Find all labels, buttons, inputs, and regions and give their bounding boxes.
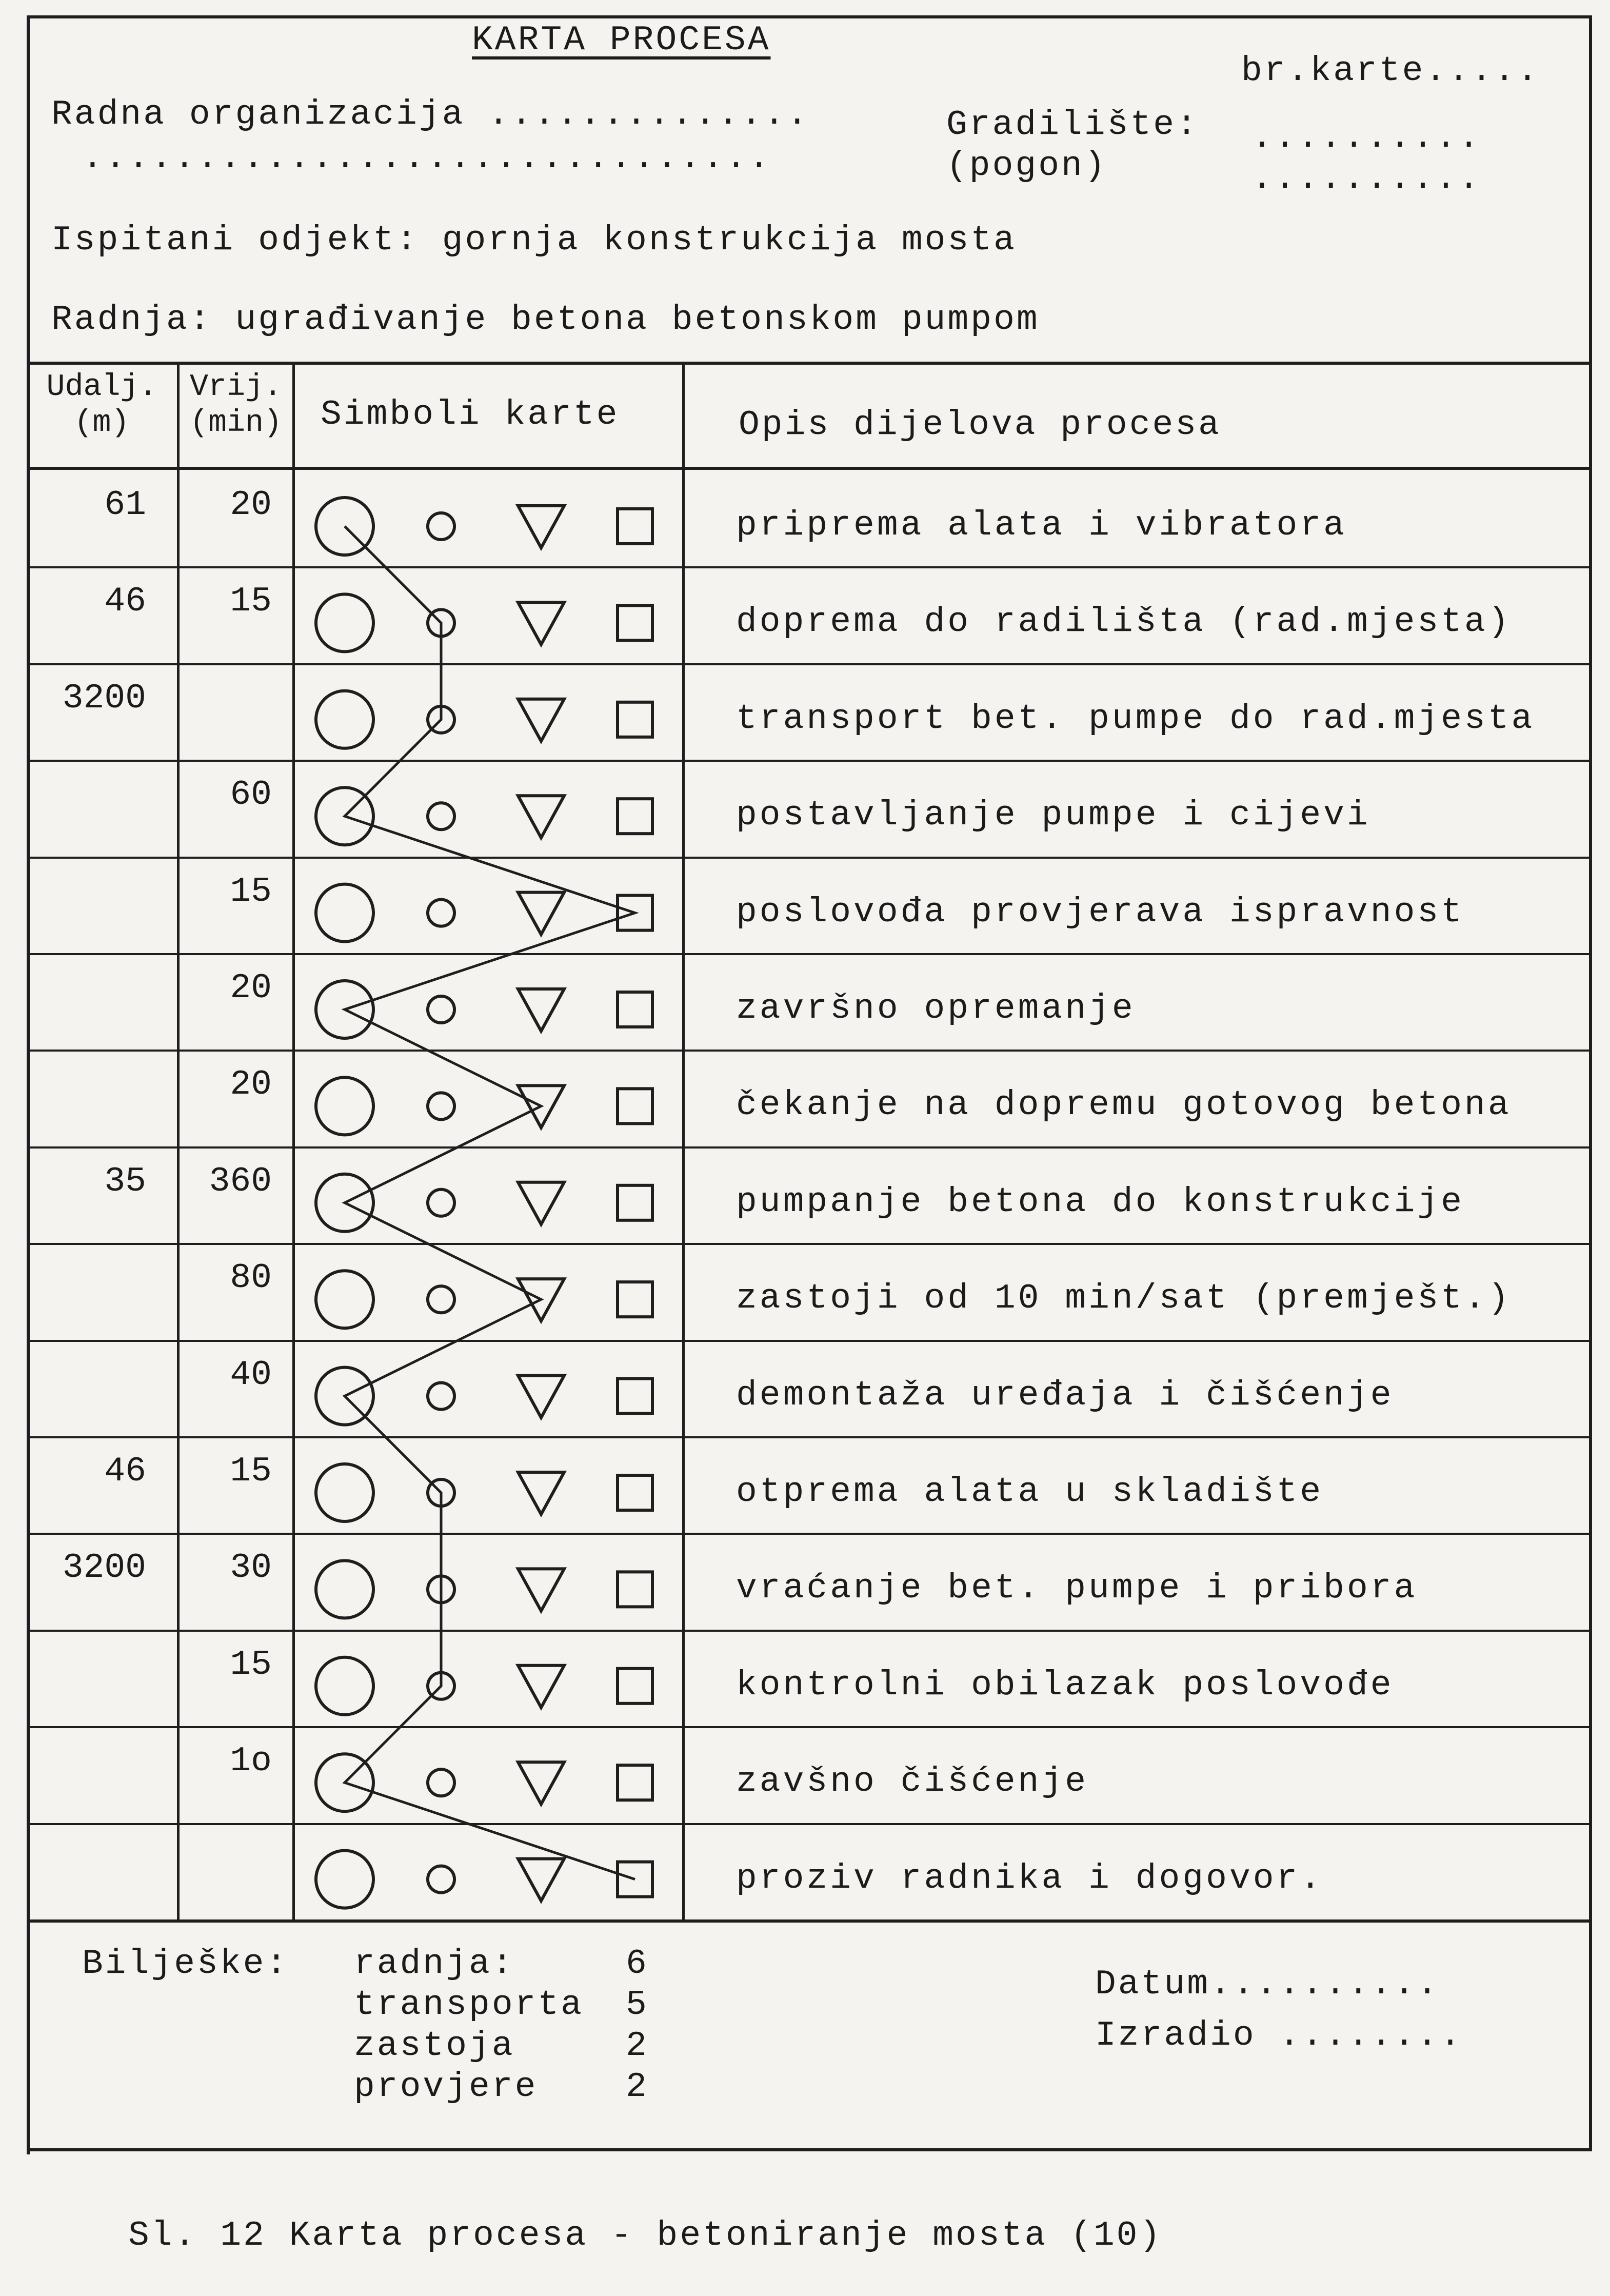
delay-triangle-icon (518, 796, 564, 838)
row-distance: 35 (104, 1161, 146, 1201)
row-distance: 3200 (62, 678, 146, 718)
row-description: otprema alata u skladište (736, 1472, 1324, 1512)
transport-circle-icon (428, 1093, 454, 1119)
inspection-square-icon (618, 799, 652, 834)
row-time: 80 (230, 1258, 272, 1298)
row-description: poslovođa provjerava ispravnost (736, 892, 1465, 932)
operation-circle-icon (316, 691, 373, 748)
operation-circle-icon (316, 1464, 373, 1521)
transport-circle-icon (428, 1286, 454, 1313)
note-value: 6 (626, 1944, 649, 1984)
row-time: 15 (230, 1645, 272, 1685)
row-time: 20 (230, 968, 272, 1008)
delay-triangle-icon (518, 1762, 564, 1804)
delay-triangle-icon (518, 1182, 564, 1224)
figure-caption: Sl. 12 Karta procesa - betoniranje mosta (10) (128, 2216, 1163, 2255)
transport-circle-icon (428, 513, 454, 540)
site-label: Gradilište: (946, 105, 1199, 145)
organization-field: Radna organizacija .............. (51, 95, 810, 134)
col-header-time-line2: (min) (189, 406, 283, 441)
site-dots-2: .......... (1251, 159, 1482, 199)
delay-triangle-icon (518, 602, 564, 644)
delay-triangle-icon (518, 506, 564, 548)
inspection-square-icon (618, 702, 652, 737)
row-time: 360 (209, 1161, 272, 1201)
row-description: zastoji od 10 min/sat (premješt.) (736, 1279, 1512, 1319)
delay-triangle-icon (518, 1569, 564, 1611)
row-time: 15 (230, 582, 272, 622)
inspection-square-icon (618, 1572, 652, 1607)
note-value: 2 (626, 2026, 649, 2066)
note-value: 5 (626, 1985, 649, 2025)
work-description: Radnja: ugrađivanje betona betonskom pumpom (51, 300, 1040, 340)
row-time: 1o (230, 1741, 272, 1782)
delay-triangle-icon (518, 699, 564, 741)
inspection-square-icon (618, 1379, 652, 1414)
site-sublabel: (pogon) (946, 146, 1107, 186)
row-description: doprema do radilišta (rad.mjesta) (736, 602, 1512, 642)
site-dots-1: .......... (1251, 118, 1482, 157)
row-time: 20 (230, 1065, 272, 1105)
col-header-distance-line1: Udalj. (46, 370, 157, 405)
transport-circle-icon (428, 1190, 454, 1216)
row-time: 60 (230, 775, 272, 815)
delay-triangle-icon (518, 1859, 564, 1901)
transport-circle-icon (428, 1866, 454, 1893)
row-time: 15 (230, 872, 272, 912)
transport-circle-icon (428, 1769, 454, 1796)
row-description: proziv radnika i dogovor. (736, 1858, 1324, 1898)
row-time: 20 (230, 485, 272, 525)
row-time: 15 (230, 1452, 272, 1491)
made-by-field: Izradio ........ (1095, 2016, 1463, 2055)
inspection-square-icon (618, 1475, 652, 1510)
delay-triangle-icon (518, 1376, 564, 1418)
inspection-square-icon (618, 1282, 652, 1317)
examined-object: Ispitani odjekt: gornja konstrukcija mosta (51, 221, 1017, 260)
row-description: vraćanje bet. pumpe i pribora (736, 1569, 1418, 1609)
row-time: 40 (230, 1355, 272, 1395)
inspection-square-icon (618, 1088, 652, 1123)
row-description: priprema alata i vibratora (736, 506, 1347, 545)
inspection-square-icon (618, 1185, 652, 1220)
form-title: KARTA PROCESA (472, 21, 771, 60)
row-description: pumpanje betona do konstrukcije (736, 1182, 1465, 1222)
note-label: transporta (354, 1985, 584, 2025)
row-description: čekanje na dopremu gotovog betona (736, 1085, 1512, 1125)
row-description: demontaža uređaja i čišćenje (736, 1375, 1394, 1415)
delay-triangle-icon (518, 989, 564, 1031)
row-distance: 46 (104, 582, 146, 622)
operation-circle-icon (316, 594, 373, 651)
operation-circle-icon (316, 1657, 373, 1715)
date-field: Datum.......... (1095, 1965, 1440, 2004)
transport-circle-icon (428, 803, 454, 829)
col-header-time-line1: Vrij. (189, 370, 283, 405)
inspection-square-icon (618, 509, 652, 544)
row-distance: 61 (104, 485, 146, 525)
row-time: 30 (230, 1548, 272, 1588)
transport-circle-icon (428, 1383, 454, 1410)
notes-label: Bilješke: (82, 1944, 289, 1984)
row-description: završno opremanje (736, 989, 1136, 1028)
delay-triangle-icon (518, 1472, 564, 1514)
delay-triangle-icon (518, 1666, 564, 1708)
delay-triangle-icon (518, 893, 564, 935)
row-description: postavljanje pumpe i cijevi (736, 796, 1370, 836)
operation-circle-icon (316, 1077, 373, 1135)
col-header-symbols: Simboli karte (321, 395, 620, 434)
inspection-square-icon (618, 605, 652, 640)
note-label: provjere (354, 2067, 538, 2107)
row-description: zavšno čišćenje (736, 1762, 1089, 1802)
note-value: 2 (626, 2067, 649, 2107)
col-header-description: Opis dijelova procesa (739, 405, 1221, 445)
transport-circle-icon (428, 900, 454, 926)
note-label: radnja: (354, 1944, 515, 1984)
row-distance: 46 (104, 1452, 146, 1491)
operation-circle-icon (316, 1271, 373, 1328)
row-description: kontrolni obilazak poslovođe (736, 1665, 1394, 1705)
process-flow-line (345, 526, 635, 1879)
operation-circle-icon (316, 884, 373, 942)
inspection-square-icon (618, 992, 652, 1027)
inspection-square-icon (618, 1669, 652, 1704)
col-header-distance-line2: (m) (74, 406, 130, 441)
row-description: transport bet. pumpe do rad.mjesta (736, 699, 1535, 739)
organization-dots: .............................. (82, 138, 772, 178)
row-distance: 3200 (62, 1548, 146, 1588)
note-label: zastoja (354, 2026, 515, 2066)
operation-circle-icon (316, 1560, 373, 1618)
operation-circle-icon (316, 1851, 373, 1908)
inspection-square-icon (618, 1765, 652, 1800)
transport-circle-icon (428, 996, 454, 1023)
card-number: br.karte..... (1241, 51, 1540, 91)
